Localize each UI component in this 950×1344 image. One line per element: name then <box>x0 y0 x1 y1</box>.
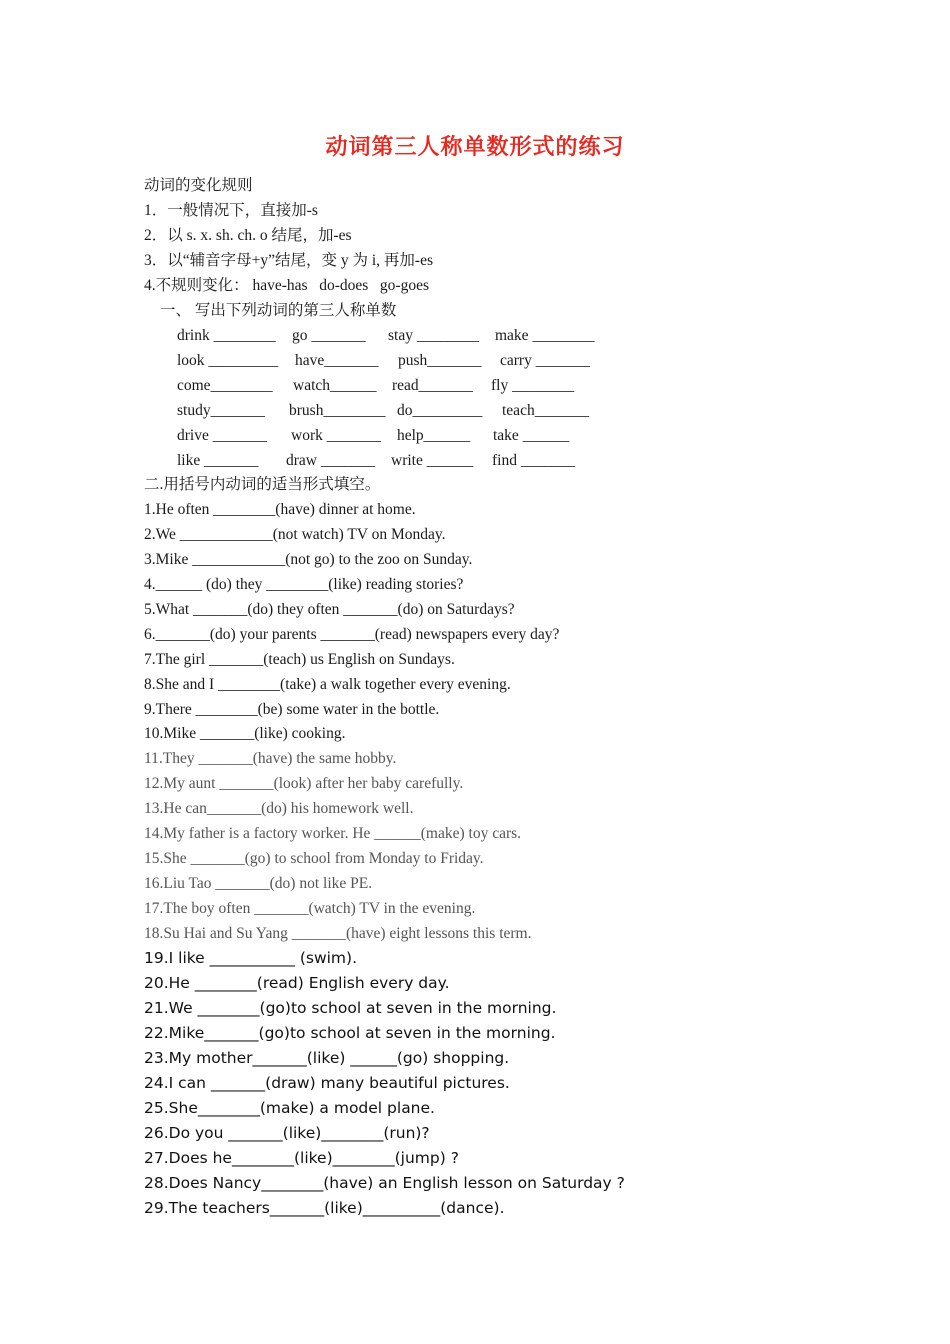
exercise-item: 23.My mother_______(like) ______(go) shopping. <box>144 1049 510 1067</box>
rule-item: 4.不规则变化： have-has do-does go-goes <box>144 277 429 294</box>
verb-blank: drive _______ <box>177 427 267 444</box>
verb-blank: draw _______ <box>286 452 376 469</box>
verb-blank: stay ________ <box>388 327 479 344</box>
exercise-item: 3.Mike ____________(not go) to the zoo on Sunday. <box>144 551 473 568</box>
exercise-item: 19.I like ___________ (swim). <box>144 949 358 967</box>
verb-blank: have_______ <box>295 352 379 369</box>
verb-blank: look _________ <box>177 352 279 369</box>
exercise-item: 18.Su Hai and Su Yang _______(have) eight lessons this term. <box>144 925 532 942</box>
exercise-item: 10.Mike _______(like) cooking. <box>144 725 346 742</box>
exercise-item: 15.She _______(go) to school from Monday to Friday. <box>144 850 484 867</box>
exercise-item: 14.My father is a factory worker. He ______(make) toy cars. <box>144 825 522 842</box>
exercise-item: 11.They _______(have) the same hobby. <box>144 750 397 767</box>
verb-blank: carry _______ <box>500 352 590 369</box>
exercise-item: 27.Does he________(like)________(jump) ? <box>144 1149 459 1167</box>
exercise-item: 8.She and I ________(take) a walk together every evening. <box>144 676 511 693</box>
verb-blank: find _______ <box>492 452 576 469</box>
verb-blank: come________ <box>177 377 273 394</box>
rule-item: 3．以“辅音字母+y”结尾，变 y 为 i, 再加-es <box>144 252 434 269</box>
exercise-item: 28.Does Nancy________(have) an English lesson on Saturday ? <box>144 1174 625 1192</box>
exercise-item: 20.He ________(read) English every day. <box>144 974 450 992</box>
verb-blank: push_______ <box>398 352 482 369</box>
exercise-item: 1.He often ________(have) dinner at home. <box>144 501 416 518</box>
exercise-item: 24.I can _______(draw) many beautiful pictures. <box>144 1074 510 1092</box>
exercise-item: 13.He can_______(do) his homework well. <box>144 800 414 817</box>
verb-blank: drink ________ <box>177 327 276 344</box>
exercise-item: 4.______ (do) they ________(like) reading stories? <box>144 576 464 593</box>
verb-blank: teach_______ <box>502 402 589 419</box>
exercise-item: 2.We ____________(not watch) TV on Monday. <box>144 526 446 543</box>
exercise-item: 17.The boy often _______(watch) TV in the evening. <box>144 900 476 917</box>
verb-blank: do_________ <box>397 402 483 419</box>
exercise-item: 7.The girl _______(teach) us English on Sundays. <box>144 651 455 668</box>
verb-blank: go _______ <box>292 327 366 344</box>
verb-blank: study_______ <box>177 402 265 419</box>
exercise-item: 21.We ________(go)to school at seven in the morning. <box>144 999 557 1017</box>
verb-blank: make ________ <box>495 327 595 344</box>
verb-blank: help______ <box>397 427 471 444</box>
exercise-item: 16.Liu Tao _______(do) not like PE. <box>144 875 373 892</box>
rules-heading: 动词的变化规则 <box>144 177 253 194</box>
exercise-item: 9.There ________(be) some water in the bottle. <box>144 701 440 718</box>
verb-blank: write ______ <box>391 452 474 469</box>
exercise-item: 25.She________(make) a model plane. <box>144 1099 435 1117</box>
exercise-item: 29.The teachers_______(like)__________(dance). <box>144 1199 505 1217</box>
exercise-item: 22.Mike_______(go)to school at seven in the morning. <box>144 1024 556 1042</box>
verb-blank: read_______ <box>392 377 473 394</box>
exercise-item: 12.My aunt _______(look) after her baby carefully. <box>144 775 464 792</box>
verb-blank: like _______ <box>177 452 259 469</box>
verb-blank: watch______ <box>293 377 377 394</box>
exercise-item: 26.Do you _______(like)________(run)? <box>144 1124 430 1142</box>
verb-blank: work _______ <box>291 427 381 444</box>
verb-blank: fly ________ <box>491 377 575 394</box>
verb-blank: brush________ <box>289 402 386 419</box>
exercise-item: 6._______(do) your parents _______(read) newspapers every day? <box>144 626 560 643</box>
verb-blank: take ______ <box>493 427 570 444</box>
page-title: 动词第三人称单数形式的练习 <box>325 134 625 160</box>
rule-item: 1．一般情况下，直接加-s <box>144 202 318 219</box>
section1-heading: 一、 写出下列动词的第三人称单数 <box>160 302 397 319</box>
rule-item: 2．以 s. x. sh. ch. o 结尾，加-es <box>144 227 352 244</box>
section2-heading: 二.用括号内动词的适当形式填空。 <box>144 476 381 493</box>
exercise-item: 5.What _______(do) they often _______(do) on Saturdays? <box>144 601 515 618</box>
